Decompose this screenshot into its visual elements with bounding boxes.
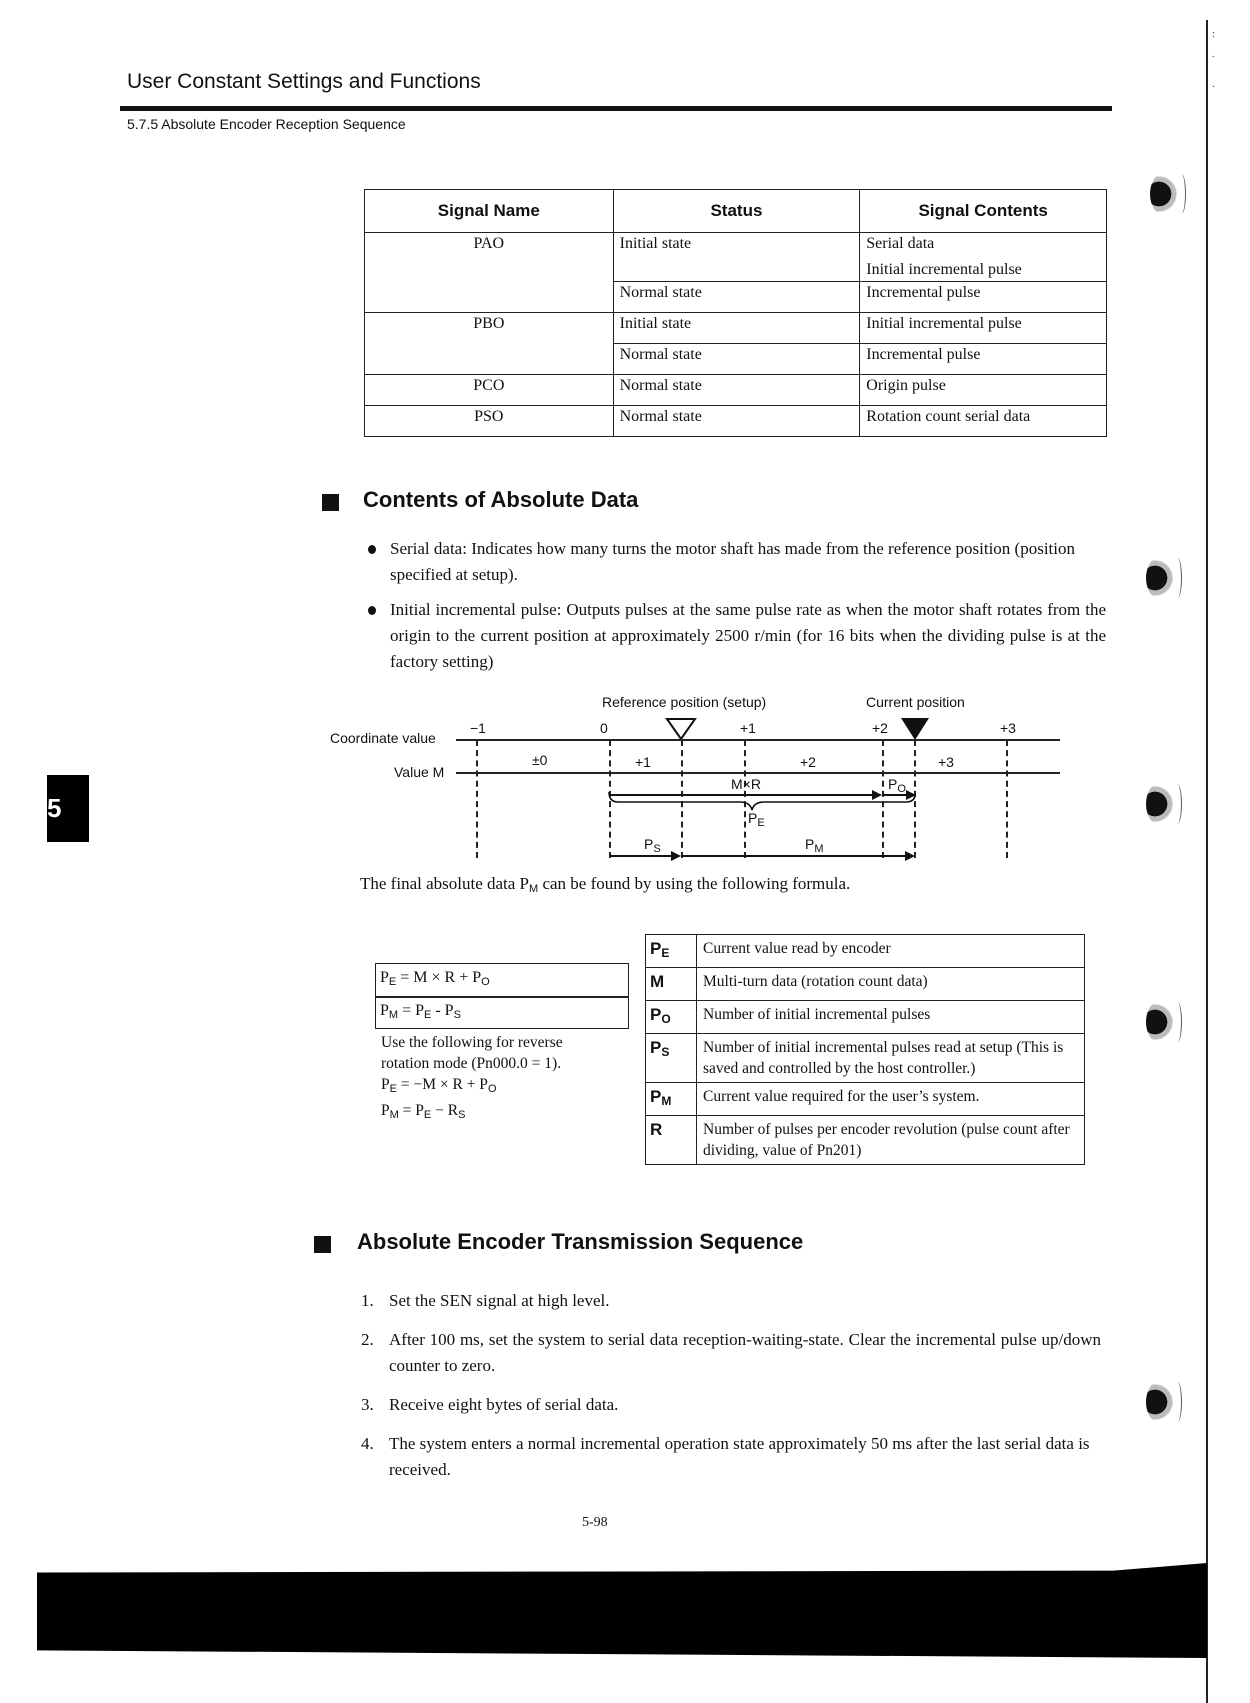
symbol-definitions-table — [645, 934, 1085, 1165]
ps-symbol: P — [644, 836, 654, 852]
signal-name-cell: PAO — [365, 233, 614, 313]
sym: M — [650, 972, 665, 991]
f: = −M × R + P — [396, 1076, 488, 1093]
ps-subscript: S — [653, 843, 661, 855]
intro-text: The final absolute data P — [360, 874, 530, 893]
f-sub: O — [487, 1083, 497, 1095]
status-cell: Normal state — [613, 406, 860, 437]
step-text: Receive eight bytes of serial data. — [389, 1395, 619, 1414]
formula-pm — [380, 1002, 461, 1021]
contents-line: Initial incremental pulse — [866, 261, 1022, 278]
page-number: 5-98 — [582, 1515, 608, 1530]
contents-cell: Incremental pulse — [860, 344, 1107, 375]
step-item — [361, 1288, 1101, 1314]
symbol-cell — [646, 935, 697, 968]
symbol-cell — [646, 1116, 697, 1165]
table-row — [365, 406, 1107, 437]
tick-dashed-line — [609, 740, 611, 858]
f-sub: E — [388, 976, 397, 988]
intro-subscript: M — [529, 883, 539, 895]
binder-hole-icon — [1150, 172, 1180, 216]
current-position-triangle-icon — [900, 717, 930, 741]
section-bullet-square-icon — [322, 494, 339, 511]
note-line: rotation mode (Pn000.0 = 1). — [381, 1055, 562, 1072]
sym: R — [650, 1120, 663, 1139]
pe-symbol: P — [748, 810, 758, 826]
step-item — [361, 1392, 1101, 1418]
signal-table — [364, 189, 1107, 437]
f: = M × R + P — [396, 969, 482, 986]
coordinate-value-label: Coordinate value — [330, 730, 436, 746]
col-header-signal-contents: Signal Contents — [860, 190, 1107, 233]
table-row — [646, 1083, 1085, 1116]
bullet-dot-icon — [368, 545, 376, 554]
f: P — [380, 969, 389, 986]
signal-name-cell: PSO — [365, 406, 614, 437]
binder-hole-icon — [1146, 1000, 1176, 1044]
sym: P — [650, 1038, 662, 1057]
po-label — [888, 776, 906, 795]
step-number: 1. — [361, 1291, 374, 1310]
bullet-item-initial-pulse — [390, 597, 1106, 675]
coord-tick-label: +2 — [872, 720, 888, 736]
bullet-text: Initial incremental pulse: Outputs pulses at the same pulse rate as when the motor shaft rotates from the origin to the current position at approximately 2500 r/min (for 16 bits when the dividing pulse is at the factory setting) — [390, 600, 1106, 671]
section-bullet-square-icon — [314, 1236, 331, 1253]
symbol-cell — [646, 968, 697, 1001]
formula-pe — [380, 969, 490, 988]
f: = P — [398, 1002, 424, 1019]
contents-cell — [860, 233, 1107, 282]
contents-cell: Rotation count serial data — [860, 406, 1107, 437]
f-sub: M — [389, 1109, 399, 1121]
f-sub: E — [423, 1109, 432, 1121]
col-header-status: Status — [613, 190, 860, 233]
coord-tick-label: +3 — [1000, 720, 1016, 736]
sym-sub: S — [661, 1045, 670, 1059]
table-row — [646, 968, 1085, 1001]
po-subscript: O — [897, 783, 906, 795]
ps-label — [644, 836, 661, 855]
binder-hole-icon — [1146, 556, 1176, 600]
mxr-label: M×R — [731, 776, 761, 792]
description-cell: Multi-turn data (rotation count data) — [697, 968, 1085, 1001]
table-row — [646, 935, 1085, 968]
footer-black-bar — [37, 1563, 1207, 1658]
f: P — [381, 1076, 390, 1093]
symbol-cell — [646, 1083, 697, 1116]
m-value-label: +3 — [938, 754, 954, 770]
value-m-label: Value M — [394, 764, 445, 780]
sym-sub: O — [661, 1012, 671, 1026]
tick-dashed-line — [1006, 740, 1008, 858]
sym: P — [650, 1087, 662, 1106]
step-item — [361, 1327, 1101, 1379]
f: − R — [431, 1102, 459, 1119]
step-text: Set the SEN signal at high level. — [389, 1291, 610, 1310]
reference-position-label: Reference position (setup) — [602, 694, 767, 710]
sym-sub: M — [661, 1094, 672, 1108]
table-row — [646, 1001, 1085, 1034]
chapter-title: User Constant Settings and Functions — [127, 70, 481, 93]
table-row — [365, 233, 1107, 282]
status-cell: Normal state — [613, 375, 860, 406]
intro-text: can be found by using the following formula. — [538, 874, 851, 893]
tick-dashed-line — [914, 740, 916, 858]
pm-label — [805, 836, 824, 855]
description-cell: Number of initial incremental pulses read at setup (This is saved and controlled by the host controller.) — [697, 1034, 1085, 1083]
coordinate-axis-line — [456, 739, 1060, 741]
m-value-label: +1 — [635, 754, 651, 770]
coord-tick-label: +1 — [740, 720, 756, 736]
section-subtitle: 5.7.5 Absolute Encoder Reception Sequence — [127, 116, 406, 132]
description-cell: Number of pulses per encoder revolution (pulse count after dividing, value of Pn201) — [697, 1116, 1085, 1165]
status-cell: Normal state — [613, 344, 860, 375]
description-cell: Current value read by encoder — [697, 935, 1085, 968]
step-number: 3. — [361, 1395, 374, 1414]
binder-hole-icon — [1146, 782, 1176, 826]
value-m-axis-line — [456, 772, 1060, 774]
pm-subscript: M — [814, 843, 824, 855]
current-position-label: Current position — [866, 694, 965, 710]
description-cell: Current value required for the user’s system. — [697, 1083, 1085, 1116]
symbol-cell — [646, 1001, 697, 1034]
coord-tick-label: −1 — [470, 720, 486, 736]
tick-dashed-line — [744, 740, 746, 858]
tick-dashed-line — [882, 740, 884, 858]
bullet-item-serial-data — [390, 536, 1106, 588]
bullet-dot-icon — [368, 606, 376, 615]
step-number: 4. — [361, 1434, 374, 1453]
binding-edge-line — [1206, 20, 1208, 1703]
reference-triangle-icon — [665, 717, 697, 741]
f-sub: S — [458, 1109, 466, 1121]
note-line: Use the following for reverse — [381, 1034, 563, 1051]
f-sub: E — [424, 1009, 432, 1021]
col-header-signal-name: Signal Name — [365, 190, 614, 233]
pe-label — [748, 810, 765, 829]
binder-hole-icon — [1146, 1380, 1176, 1424]
formula-box — [375, 963, 629, 1029]
f: = P — [398, 1102, 424, 1119]
header-rule — [120, 106, 1112, 111]
sym: P — [650, 939, 662, 958]
section-heading-absolute-data: Contents of Absolute Data — [363, 487, 639, 512]
table-row — [365, 313, 1107, 344]
contents-cell: Origin pulse — [860, 375, 1107, 406]
status-cell: Initial state — [613, 313, 860, 344]
f: P — [380, 1002, 389, 1019]
pm-symbol: P — [805, 836, 815, 852]
contents-cell: Incremental pulse — [860, 282, 1107, 313]
pe-subscript: E — [757, 817, 765, 829]
contents-line: Serial data — [866, 235, 935, 252]
table-row — [646, 1116, 1085, 1165]
bullet-text: Serial data: Indicates how many turns the motor shaft has made from the reference position (position specified at setup). — [390, 539, 1075, 584]
span-arrows — [600, 780, 930, 870]
tick-dashed-line — [476, 740, 478, 858]
f-sub: S — [453, 1009, 461, 1021]
coord-tick-label: 0 — [600, 720, 608, 736]
formula-divider — [376, 996, 628, 998]
signal-name-cell: PCO — [365, 375, 614, 406]
symbol-cell — [646, 1034, 697, 1083]
step-text: The system enters a normal incremental operation state approximately 50 ms after the last serial data is received. — [389, 1434, 1090, 1479]
table-header-row — [365, 190, 1107, 233]
step-number: 2. — [361, 1330, 374, 1349]
status-cell: Normal state — [613, 282, 860, 313]
description-cell: Number of initial incremental pulses — [697, 1001, 1085, 1034]
f: - P — [431, 1002, 454, 1019]
contents-cell: Initial incremental pulse — [860, 313, 1107, 344]
reverse-rotation-note — [381, 1032, 563, 1126]
status-cell: Initial state — [613, 233, 860, 282]
table-row — [365, 375, 1107, 406]
sym-sub: E — [661, 946, 670, 960]
formula-reverse-pe — [381, 1074, 563, 1100]
f-sub: O — [481, 976, 490, 988]
f: P — [381, 1102, 390, 1119]
scan-specks: : . . — [1212, 29, 1215, 90]
step-item — [361, 1431, 1101, 1483]
f-sub: M — [388, 1009, 399, 1021]
section-heading-transmission-sequence: Absolute Encoder Transmission Sequence — [357, 1229, 804, 1254]
table-row — [646, 1034, 1085, 1083]
tick-dashed-line — [681, 740, 683, 858]
po-symbol: P — [888, 776, 898, 792]
formula-reverse-pm — [381, 1100, 563, 1126]
f-sub: E — [389, 1083, 397, 1095]
formula-intro — [360, 874, 850, 895]
step-text: After 100 ms, set the system to serial data reception-waiting-state. Clear the incremental pulse up/down counter to zero. — [389, 1330, 1101, 1375]
sym: P — [650, 1005, 662, 1024]
signal-name-cell: PBO — [365, 313, 614, 375]
chapter-tab: 5 — [47, 775, 89, 842]
m-value-label: +2 — [800, 754, 816, 770]
m-value-label: ±0 — [532, 752, 548, 768]
